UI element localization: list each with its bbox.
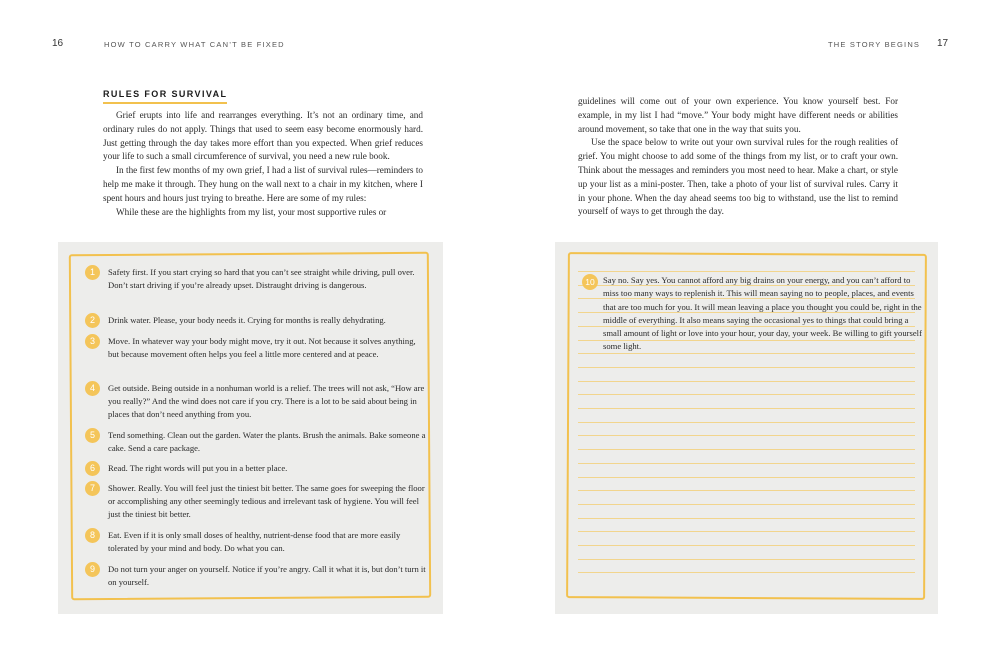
rule-item bbox=[85, 429, 428, 455]
rule-item bbox=[85, 482, 428, 522]
left-body-text bbox=[103, 109, 423, 219]
writing-line bbox=[578, 394, 915, 395]
page-number-left: 16 bbox=[52, 38, 64, 49]
rule-item bbox=[85, 314, 428, 327]
paragraph: While these are the highlights from my list, your most supportive rules or bbox=[116, 206, 387, 217]
rule-text: Read. The right words will put you in a better place. bbox=[108, 463, 288, 473]
number-badge: 2 bbox=[85, 313, 100, 328]
writing-line bbox=[578, 463, 915, 464]
paragraph: Grief erupts into life and rearranges everything. It’s not an ordinary time, and ordinary rules do not apply. Things that used to seem easy become enormously hard. Just getting through the day takes more effort than you expected. When grief reduces your life to such a small circumference of survival, you need a new rule book. bbox=[103, 110, 423, 162]
number-badge: 7 bbox=[85, 481, 100, 496]
rule-text: Eat. Even if it is only small doses of healthy, nutrient-dense food that are more easily tolerated by your mind and body. Do what you can. bbox=[108, 530, 401, 554]
writing-line bbox=[578, 435, 915, 436]
rule-text: Drink water. Please, your body needs it. Crying for months is really dehydrating. bbox=[108, 315, 386, 325]
writing-line bbox=[578, 381, 915, 382]
running-head-left: HOW TO CARRY WHAT CAN’T BE FIXED bbox=[104, 40, 285, 49]
rule-text: Get outside. Being outside in a nonhuman world is a relief. The trees will not ask, “How are you really?” And the wind does not care if you cry. There is a lot to be said about being in places that don’t need anything from you. bbox=[108, 383, 425, 420]
writing-line bbox=[578, 531, 915, 532]
rule-item bbox=[85, 335, 428, 361]
number-badge: 6 bbox=[85, 461, 100, 476]
number-badge: 1 bbox=[85, 265, 100, 280]
writing-line bbox=[578, 504, 915, 505]
rule-text: Say no. Say yes. You cannot afford any big drains on your energy, and you can’t afford to miss too many ways to replenish it. This will mean saying no to people, places, and events that are too much for you. It will mean leaving a place you thought you could be, right in the middle of everything. It also means saying the occasional yes to things that could bring a small amount of light or love into your hour, your day, your week. Be willing to gift yourself some light. bbox=[603, 275, 922, 352]
rule-item bbox=[85, 266, 428, 292]
writing-line bbox=[578, 271, 915, 272]
section-heading: RULES FOR SURVIVAL bbox=[103, 89, 227, 104]
paragraph: In the first few months of my own grief, I had a list of survival rules—reminders to help me make it through. They hung on the wall next to a chair in my kitchen, where I spent hours and hours just trying to breathe. Here are some of my rules: bbox=[103, 165, 423, 203]
page-number-right: 17 bbox=[937, 38, 949, 49]
writing-line bbox=[578, 572, 915, 573]
rule-text: Do not turn your anger on yourself. Notice if you’re angry. Call it what it is, but don’t turn it on yourself. bbox=[108, 564, 426, 588]
number-badge: 4 bbox=[85, 381, 100, 396]
rule-item bbox=[85, 529, 428, 555]
writing-line bbox=[578, 518, 915, 519]
rule-text: Shower. Really. You will feel just the tiniest bit better. The same goes for sweeping the floor or accomplishing any other seemingly tedious and irrelevant task of hygiene. You will feel just the tiniest bit better. bbox=[108, 483, 425, 520]
rule-item bbox=[85, 382, 428, 422]
number-badge: 10 bbox=[582, 274, 598, 290]
rule-item bbox=[85, 563, 428, 589]
writing-line bbox=[578, 559, 915, 560]
rule-text: Move. In whatever way your body might move, try it out. Not because it solves anything, but because movement often helps you feel a little more centered and at peace. bbox=[108, 336, 416, 360]
number-badge: 3 bbox=[85, 334, 100, 349]
writing-line bbox=[578, 490, 915, 491]
rule-item bbox=[85, 462, 428, 475]
right-body-text bbox=[578, 95, 898, 219]
paragraph: Use the space below to write out your own survival rules for the rough realities of grief. You might choose to add some of the things from my list, or to craft your own. Think about the messages and reminders you most need to hear. Make a chart, or style up your list as a mini-poster. Then, take a photo of your list of survival rules. Carry it in your phone. When the day ahead seems too big to withstand, use the list to remind yourself of ways to get through the day. bbox=[578, 137, 898, 217]
writing-line bbox=[578, 408, 915, 409]
number-badge: 5 bbox=[85, 428, 100, 443]
writing-line bbox=[578, 545, 915, 546]
paragraph: guidelines will come out of your own experience. You know yourself best. For example, in my list I had “move.” Your body might have different needs or abilities around movement, so take that one in the way that suits you. bbox=[578, 96, 898, 134]
rule-text: Tend something. Clean out the garden. Water the plants. Brush the animals. Bake someone a cake. Send a care package. bbox=[108, 430, 426, 454]
rule-text: Safety first. If you start crying so hard that you can’t see straight while driving, pull over. Don’t start driving if you’re already upset. Distraught driving is dangerous. bbox=[108, 267, 415, 291]
writing-line bbox=[578, 449, 915, 450]
writing-line bbox=[578, 477, 915, 478]
running-head-right: THE STORY BEGINS bbox=[828, 40, 921, 49]
writing-line bbox=[578, 422, 915, 423]
writing-line bbox=[578, 367, 915, 368]
number-badge: 9 bbox=[85, 562, 100, 577]
number-badge: 8 bbox=[85, 528, 100, 543]
